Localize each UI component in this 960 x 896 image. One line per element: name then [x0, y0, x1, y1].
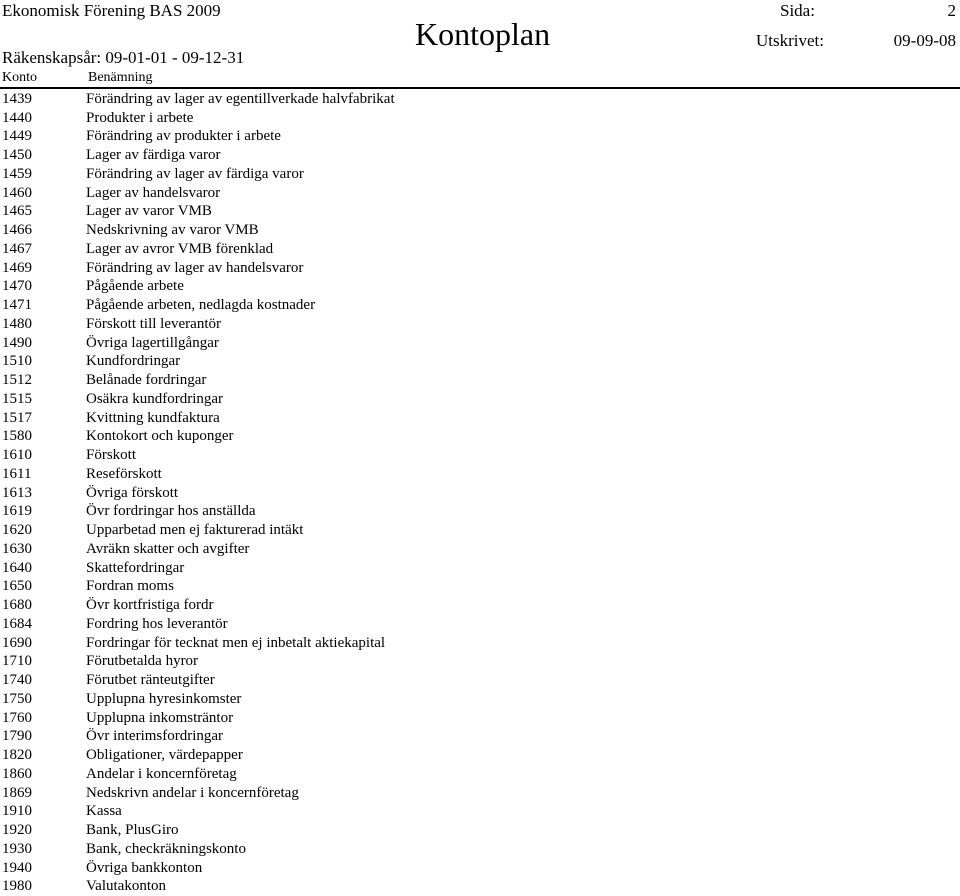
- account-name: Förändring av produkter i arbete: [86, 128, 960, 145]
- account-row: [0, 821, 960, 840]
- account-row: [0, 278, 960, 297]
- account-name: Förskott: [86, 447, 960, 464]
- account-number: 1611: [0, 466, 86, 483]
- account-number: 1640: [0, 560, 86, 577]
- account-row: [0, 521, 960, 540]
- account-number: 1710: [0, 653, 86, 670]
- account-name: Osäkra kundfordringar: [86, 391, 960, 408]
- account-number: 1613: [0, 485, 86, 502]
- account-number: 1940: [0, 860, 86, 877]
- account-number: 1580: [0, 428, 86, 445]
- account-name: Lager av färdiga varor: [86, 147, 960, 164]
- account-number: 1920: [0, 822, 86, 839]
- account-row: [0, 109, 960, 128]
- account-number: 1465: [0, 203, 86, 220]
- account-name: Lager av handelsvaror: [86, 185, 960, 202]
- account-row: [0, 803, 960, 822]
- account-row: [0, 559, 960, 578]
- account-row: [0, 315, 960, 334]
- account-row: [0, 446, 960, 465]
- account-row: [0, 784, 960, 803]
- account-name: Bank, checkräkningskonto: [86, 841, 960, 858]
- account-row: [0, 765, 960, 784]
- account-name: Lager av varor VMB: [86, 203, 960, 220]
- header-divider: [0, 87, 960, 89]
- account-list: [0, 90, 960, 896]
- account-row: [0, 259, 960, 278]
- account-number: 1459: [0, 166, 86, 183]
- account-number: 1440: [0, 110, 86, 127]
- account-name: Valutakonton: [86, 878, 960, 895]
- account-row: [0, 296, 960, 315]
- account-number: 1820: [0, 747, 86, 764]
- account-row: [0, 690, 960, 709]
- account-number: 1750: [0, 691, 86, 708]
- column-header-benamning: Benämning: [88, 71, 153, 85]
- account-row: [0, 428, 960, 447]
- account-row: [0, 128, 960, 147]
- account-row: [0, 878, 960, 896]
- account-name: Bank, PlusGiro: [86, 822, 960, 839]
- account-row: [0, 203, 960, 222]
- account-name: Nedskrivn andelar i koncernföretag: [86, 785, 960, 802]
- column-header-konto: Konto: [2, 71, 37, 85]
- account-number: 1490: [0, 335, 86, 352]
- account-name: Övr interimsfordringar: [86, 728, 960, 745]
- account-number: 1680: [0, 597, 86, 614]
- account-name: Upparbetad men ej fakturerad intäkt: [86, 522, 960, 539]
- account-number: 1760: [0, 710, 86, 727]
- printed-label: Utskrivet:: [756, 32, 824, 49]
- account-row: [0, 353, 960, 372]
- account-row: [0, 615, 960, 634]
- account-number: 1684: [0, 616, 86, 633]
- account-row: [0, 240, 960, 259]
- account-row: [0, 746, 960, 765]
- account-row: [0, 671, 960, 690]
- account-number: 1620: [0, 522, 86, 539]
- account-row: [0, 578, 960, 597]
- account-name: Förändring av lager av färdiga varor: [86, 166, 960, 183]
- account-name: Andelar i koncernföretag: [86, 766, 960, 783]
- account-number: 1980: [0, 878, 86, 895]
- account-name: Kundfordringar: [86, 353, 960, 370]
- account-row: [0, 334, 960, 353]
- account-name: Övriga bankkonton: [86, 860, 960, 877]
- account-name: Fordring hos leverantör: [86, 616, 960, 633]
- account-number: 1860: [0, 766, 86, 783]
- account-row: [0, 503, 960, 522]
- account-name: Förändring av lager av handelsvaror: [86, 260, 960, 277]
- company-name: Ekonomisk Förening BAS 2009: [2, 2, 221, 19]
- account-row: [0, 221, 960, 240]
- account-row: [0, 840, 960, 859]
- account-number: 1610: [0, 447, 86, 464]
- account-number: 1517: [0, 410, 86, 427]
- account-number: 1466: [0, 222, 86, 239]
- account-number: 1512: [0, 372, 86, 389]
- account-row: [0, 465, 960, 484]
- account-name: Övriga förskott: [86, 485, 960, 502]
- account-row: [0, 184, 960, 203]
- account-name: Produkter i arbete: [86, 110, 960, 127]
- account-name: Nedskrivning av varor VMB: [86, 222, 960, 239]
- account-row: [0, 409, 960, 428]
- account-name: Upplupna inkomsträntor: [86, 710, 960, 727]
- account-name: Kontokort och kuponger: [86, 428, 960, 445]
- account-name: Förutbet ränteutgifter: [86, 672, 960, 689]
- account-number: 1930: [0, 841, 86, 858]
- account-number: 1510: [0, 353, 86, 370]
- account-row: [0, 634, 960, 653]
- account-row: [0, 146, 960, 165]
- account-name: Fordran moms: [86, 578, 960, 595]
- fiscal-year: Räkenskapsår: 09-01-01 - 09-12-31: [2, 49, 244, 66]
- account-name: Övr fordringar hos anställda: [86, 503, 960, 520]
- account-name: Övriga lagertillgångar: [86, 335, 960, 352]
- account-row: [0, 709, 960, 728]
- account-row: [0, 540, 960, 559]
- account-row: [0, 484, 960, 503]
- printed-date: 09-09-08: [894, 32, 956, 49]
- account-row: [0, 390, 960, 409]
- account-name: Skattefordringar: [86, 560, 960, 577]
- account-number: 1619: [0, 503, 86, 520]
- account-name: Förändring av lager av egentillverkade halvfabrikat: [86, 91, 960, 108]
- account-name: Reseförskott: [86, 466, 960, 483]
- account-number: 1469: [0, 260, 86, 277]
- page-label: Sida:: [780, 2, 815, 19]
- account-name: Lager av avror VMB förenklad: [86, 241, 960, 258]
- account-number: 1910: [0, 803, 86, 820]
- account-number: 1690: [0, 635, 86, 652]
- account-row: [0, 728, 960, 747]
- account-name: Förutbetalda hyror: [86, 653, 960, 670]
- account-name: Pågående arbete: [86, 278, 960, 295]
- account-number: 1470: [0, 278, 86, 295]
- account-name: Kassa: [86, 803, 960, 820]
- account-row: [0, 371, 960, 390]
- account-number: 1650: [0, 578, 86, 595]
- account-row: [0, 653, 960, 672]
- account-name: Förskott till leverantör: [86, 316, 960, 333]
- page-title: Kontoplan: [415, 18, 550, 50]
- account-row: [0, 859, 960, 878]
- account-name: Pågående arbeten, nedlagda kostnader: [86, 297, 960, 314]
- account-number: 1630: [0, 541, 86, 558]
- account-number: 1471: [0, 297, 86, 314]
- account-row: [0, 596, 960, 615]
- account-number: 1449: [0, 128, 86, 145]
- account-number: 1515: [0, 391, 86, 408]
- account-row: [0, 90, 960, 109]
- account-name: Övr kortfristiga fordr: [86, 597, 960, 614]
- account-number: 1467: [0, 241, 86, 258]
- account-number: 1869: [0, 785, 86, 802]
- account-number: 1790: [0, 728, 86, 745]
- account-number: 1480: [0, 316, 86, 333]
- account-row: [0, 165, 960, 184]
- account-name: Fordringar för tecknat men ej inbetalt aktiekapital: [86, 635, 960, 652]
- account-name: Belånade fordringar: [86, 372, 960, 389]
- account-name: Obligationer, värdepapper: [86, 747, 960, 764]
- account-name: Upplupna hyresinkomster: [86, 691, 960, 708]
- account-number: 1740: [0, 672, 86, 689]
- account-number: 1450: [0, 147, 86, 164]
- account-name: Avräkn skatter och avgifter: [86, 541, 960, 558]
- page-number: 2: [948, 2, 957, 19]
- account-number: 1439: [0, 91, 86, 108]
- account-number: 1460: [0, 185, 86, 202]
- account-name: Kvittning kundfaktura: [86, 410, 960, 427]
